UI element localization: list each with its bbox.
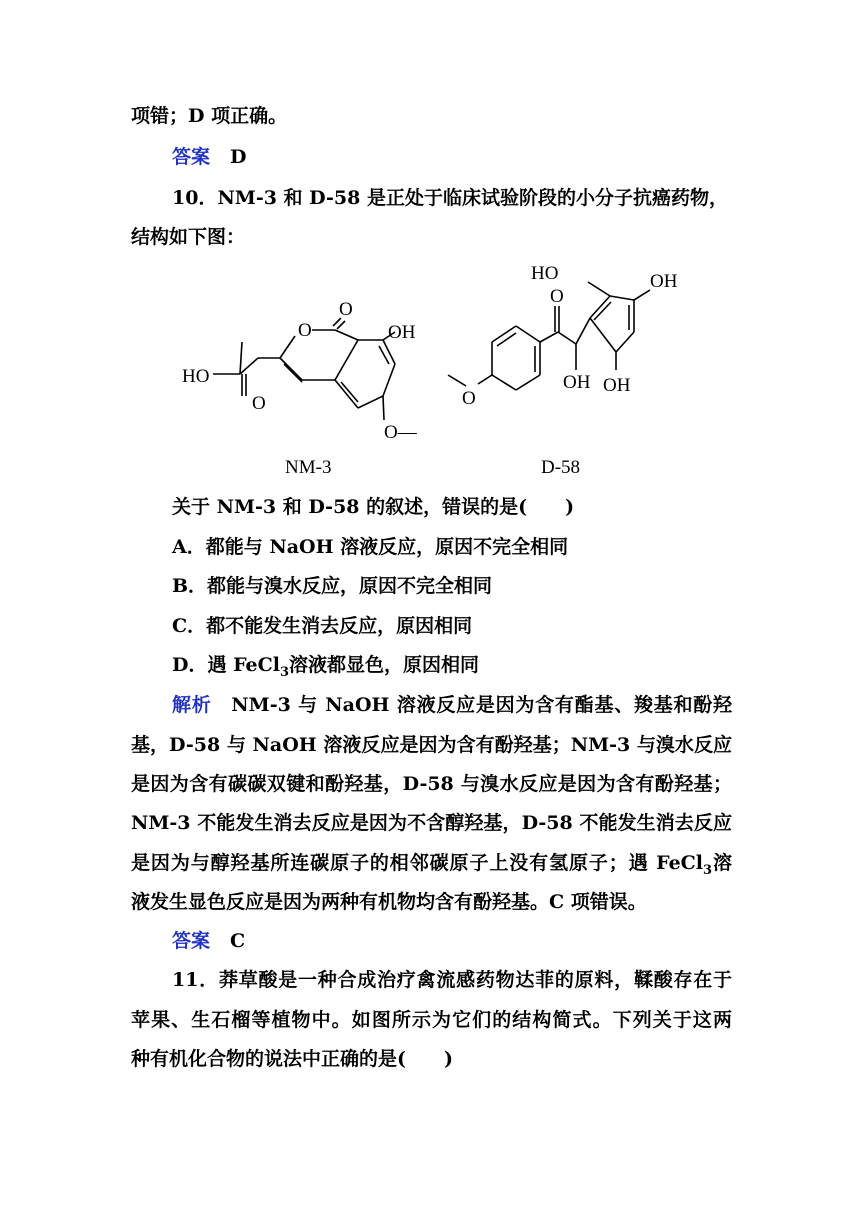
q11-line-1: 11．莽草酸是一种合成治疗禽流感药物达菲的原料，鞣酸存在于 <box>172 969 732 991</box>
analysis-line-6: 液发生显色反应是因为两种有机物均含有酚羟基。C 项错误。 <box>131 891 647 913</box>
nm3-carbonyl-o-label: O <box>252 393 266 414</box>
option-c: C．都不能发生消去反应，原因相同 <box>172 615 473 637</box>
d58-caption: D-58 <box>541 457 581 478</box>
nm3-ho-label: HO <box>182 366 210 387</box>
previous-answer-tail: 项错；D 项正确。 <box>131 105 288 127</box>
nm3-methoxy-label: O— <box>384 422 417 443</box>
d58-alpha-oh-label: OH <box>563 372 591 393</box>
analysis-line-4: NM-3 不能发生消去反应是因为不含醇羟基，D-58 不能发生消去反应 <box>131 812 732 834</box>
option-d: D．遇 FeCl$_3$溶液都显色，原因相同 <box>172 654 480 680</box>
analysis-line-2: 基，D-58 与 NaOH 溶液反应是因为含有酚羟基；NM-3 与溴水反应 <box>131 734 732 756</box>
nm3-lactone-o-label: O <box>339 299 353 320</box>
analysis-line-5: 是因为与醇羟基所连碳原子的相邻碳原子上没有氢原子；遇 FeCl$_3$溶 <box>131 852 732 878</box>
q10-stem-line1: 10．NM-3 和 D-58 是正处于临床试验阶段的小分子抗癌药物， <box>172 187 728 209</box>
answer-label: 答案 <box>172 146 211 168</box>
nm3-caption: NM-3 <box>285 457 332 478</box>
answer-value: C <box>230 930 246 952</box>
d58-ketone-o-label: O <box>550 286 564 307</box>
answer-row-q9 <box>172 144 247 170</box>
q11-line-3: 种有机化合物的说法中正确的是( ) <box>131 1048 453 1070</box>
q10-stem-line2: 结构如下图： <box>131 226 246 248</box>
option-a: A．都能与 NaOH 溶液反应，原因不完全相同 <box>172 536 569 558</box>
answer-label: 答案 <box>172 930 211 952</box>
d58-bottom-oh-label: OH <box>603 375 631 396</box>
d58-ho-label: HO <box>531 263 559 284</box>
q10-question: 关于 NM-3 和 D-58 的叙述，错误的是( ) <box>172 496 575 518</box>
answer-row-q10 <box>172 928 245 954</box>
answer-value: D <box>230 146 247 168</box>
nm3-ring-o-label: O <box>298 320 312 341</box>
d58-para-oh-label: OH <box>650 271 678 292</box>
q11-line-2: 苹果、生石榴等植物中。如图所示为它们的结构简式。下列关于这两 <box>131 1009 732 1031</box>
analysis-line-3: 是因为含有碳碳双键和酚羟基，D-58 与溴水反应是因为含有酚羟基； <box>131 773 732 795</box>
nm3-oh-label: OH <box>388 322 416 343</box>
analysis-label: 解析 <box>172 694 212 716</box>
d58-structure <box>448 282 650 390</box>
option-b: B．都能与溴水反应，原因不完全相同 <box>172 575 493 597</box>
structure-figure <box>170 255 690 480</box>
analysis-line-1: 解析 NM-3 与 NaOH 溶液反应是因为含有酯基、羧基和酚羟 <box>172 694 732 716</box>
d58-ether-o-label: O <box>462 388 476 409</box>
